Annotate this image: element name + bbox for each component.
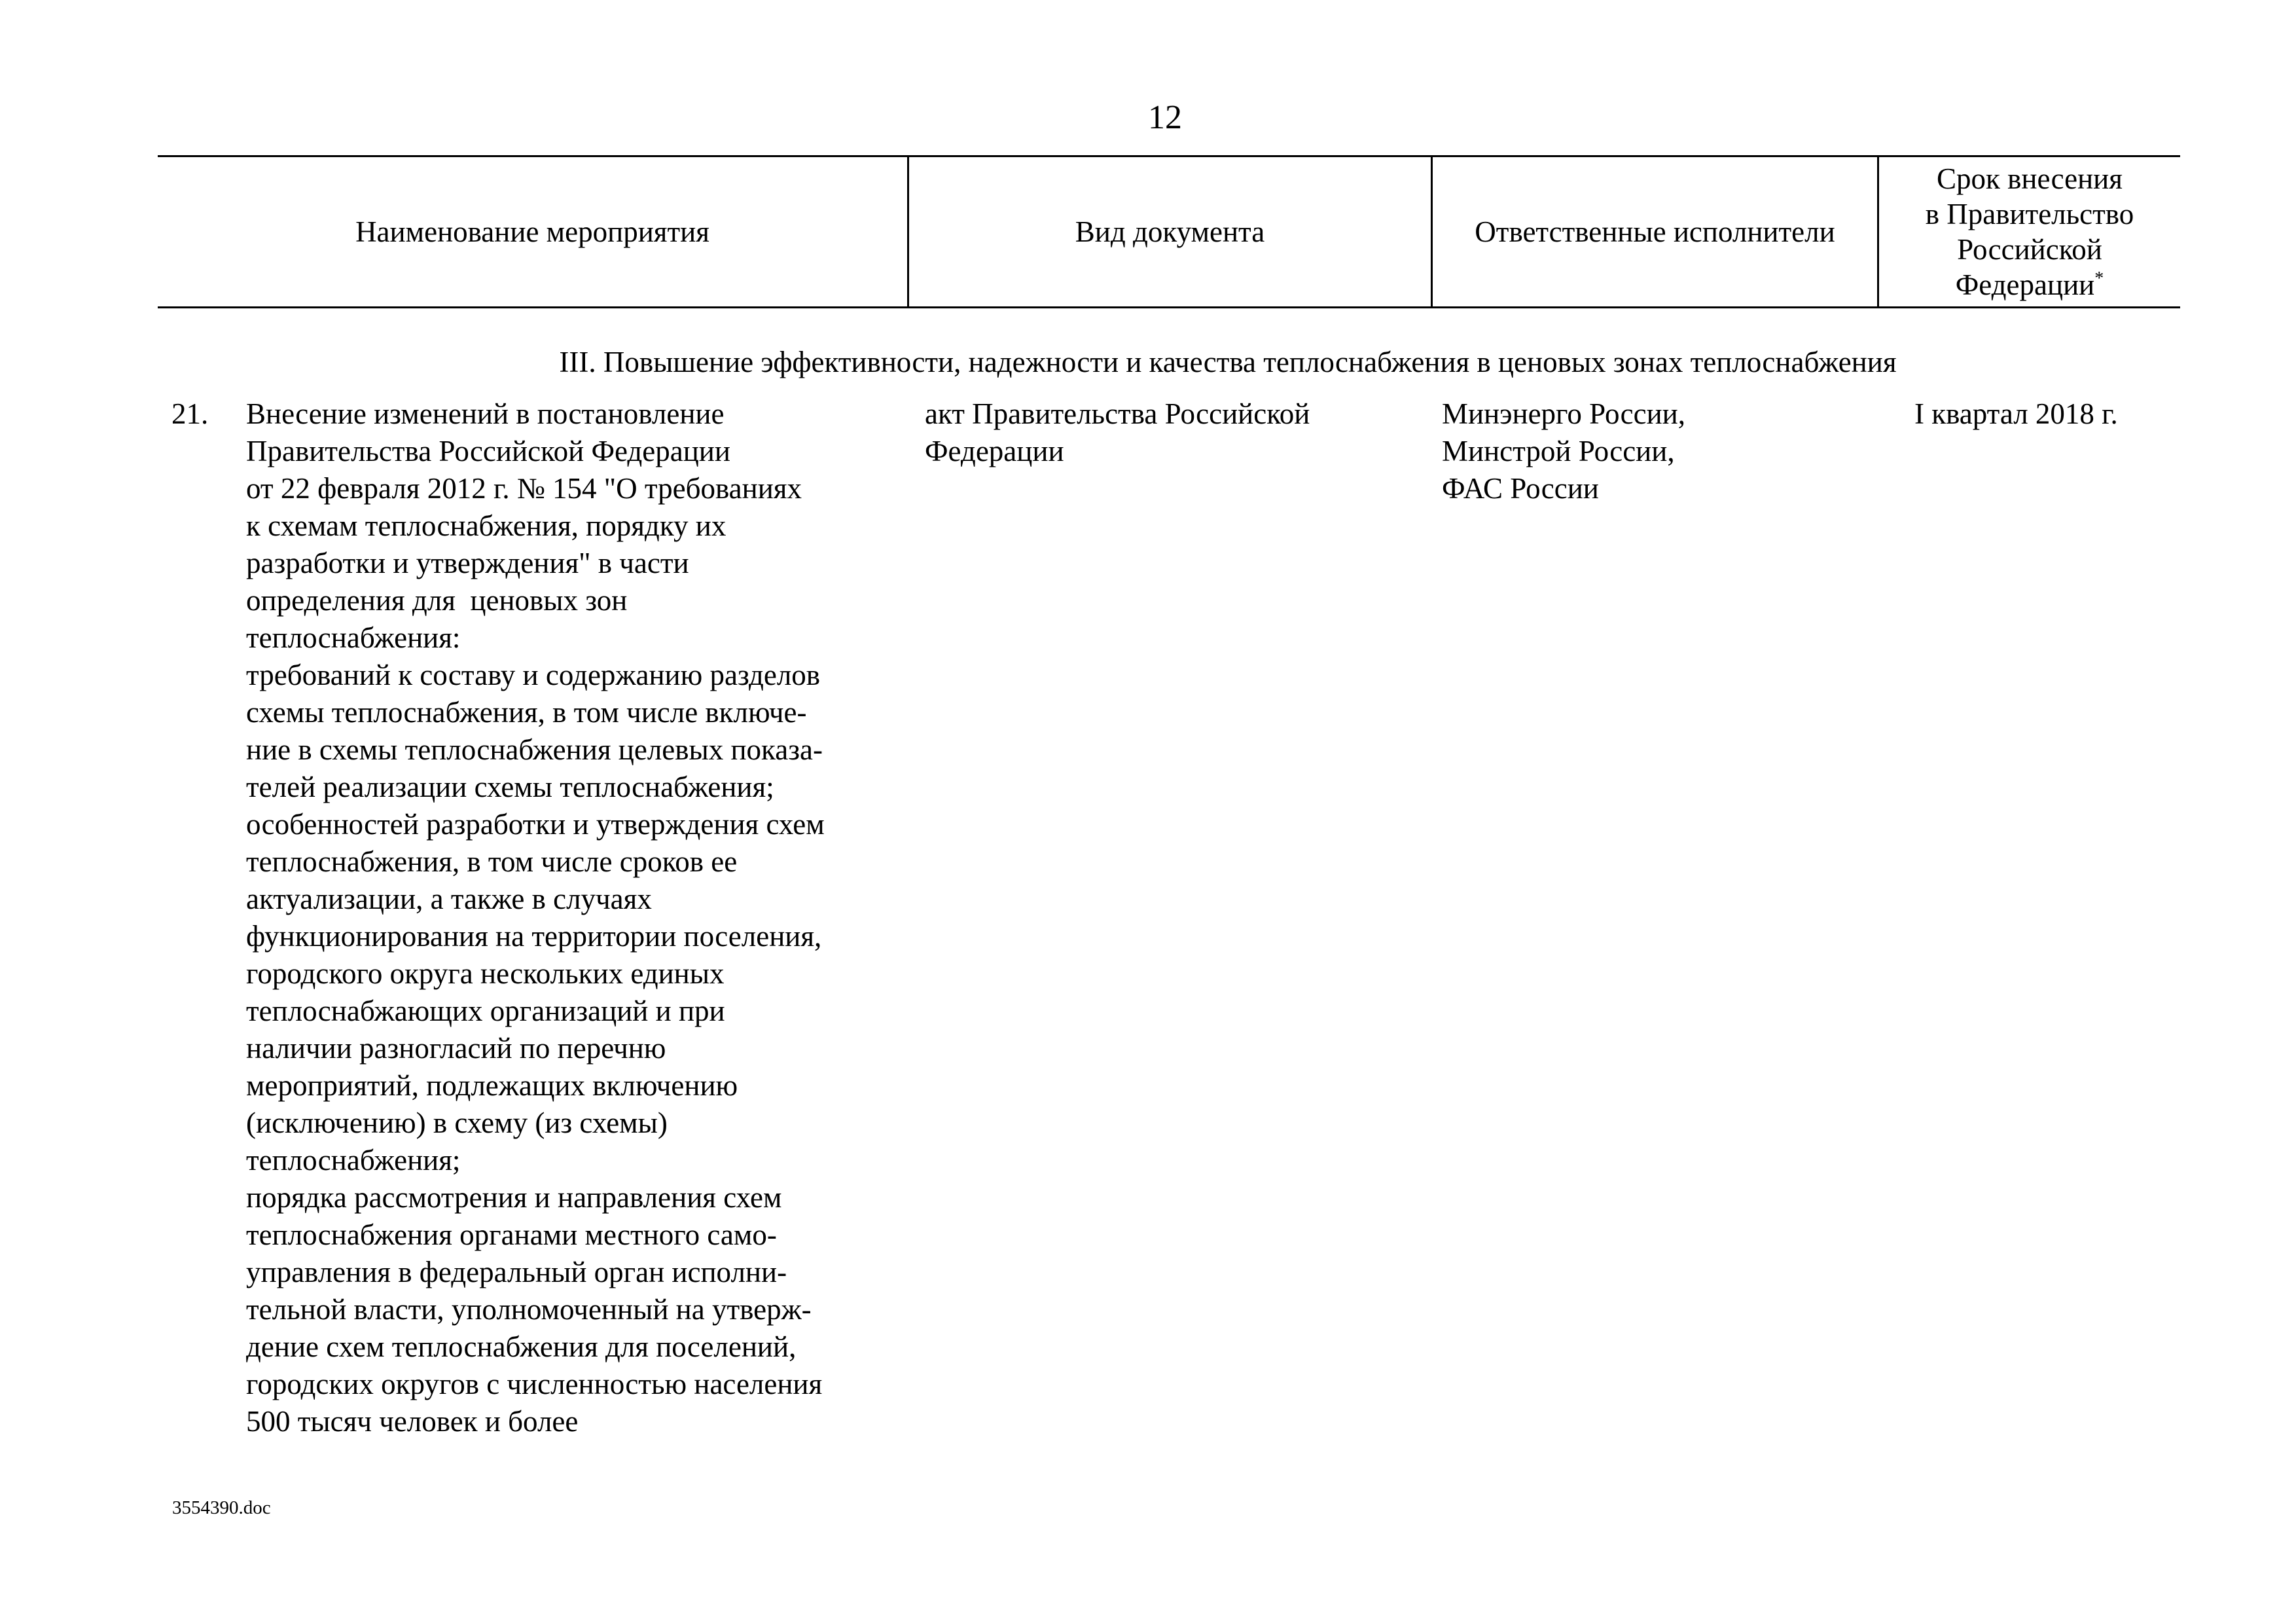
name-line: актуализации, а также в случаях: [246, 883, 652, 915]
name-line: тельной власти, уполномоченный на утверж-: [246, 1293, 812, 1326]
name-line: мероприятий, подлежащих включению: [246, 1069, 738, 1102]
page-number: 12: [1148, 99, 1182, 136]
name-line: дение схем теплоснабжения для поселений,: [246, 1330, 797, 1363]
document-line: Федерации: [925, 435, 1064, 467]
header-responsible: Ответственные исполнители: [1431, 157, 1877, 306]
header-deadline-line: в Правительство: [1925, 198, 2134, 230]
executor-line: ФАС России: [1442, 472, 1599, 505]
name-line: разработки и утверждения" в части: [246, 547, 689, 579]
name-line: городских округов с численностью населения: [246, 1368, 823, 1400]
executor-line: Минстрой России,: [1442, 435, 1675, 467]
name-line: схемы теплоснабжения, в том числе включе-: [246, 696, 807, 729]
name-line: городского округа нескольких единых: [246, 957, 725, 990]
name-line: Внесение изменений в постановление: [246, 397, 725, 430]
name-line: 500 тысяч человек и более: [246, 1405, 579, 1438]
row-event-name: [246, 395, 901, 1440]
name-line: управления в федеральный орган исполни-: [246, 1256, 787, 1288]
section-title: III. Повышение эффективности, надежности и качества теплоснабжения в ценовых зонах теплоснабжения: [559, 346, 1897, 378]
document-code: 3554390.doc: [172, 1497, 271, 1518]
row-number: 21.: [171, 397, 209, 430]
name-line: к схемам теплоснабжения, порядку их: [246, 509, 726, 542]
header-event-name: Наименование мероприятия: [355, 215, 709, 248]
name-line: теплоснабжения;: [246, 1144, 461, 1176]
name-line: функционирования на территории поселения,: [246, 920, 822, 953]
name-line: телей реализации схемы теплоснабжения;: [246, 771, 774, 803]
name-line: от 22 февраля 2012 г. № 154 "О требованиях: [246, 472, 802, 505]
header-deadline-line: Российской: [1957, 233, 2102, 266]
header-deadline-line: [1926, 267, 2134, 302]
document-line: акт Правительства Российской: [925, 397, 1310, 430]
row-responsible: [1442, 395, 1848, 507]
name-line: теплоснабжения, в том числе сроков ее: [246, 845, 738, 878]
table-header: [158, 155, 2180, 308]
header-deadline-line: Срок внесения: [1937, 162, 2123, 195]
name-line: ние в схемы теплоснабжения целевых показа-: [246, 733, 823, 766]
row-deadline: I квартал 2018 г.: [1914, 397, 2118, 430]
name-line: Правительства Российской Федерации: [246, 435, 730, 467]
header-document-type: Вид документа: [907, 157, 1431, 306]
row-document-type: [925, 395, 1396, 470]
name-line: теплоснабжения:: [246, 621, 461, 654]
name-line: (исключению) в схему (из схемы): [246, 1106, 668, 1139]
name-line: теплоснабжающих организаций и при: [246, 994, 725, 1027]
name-line: наличии разногласий по перечню: [246, 1032, 666, 1065]
name-line: порядка рассмотрения и направления схем: [246, 1181, 782, 1214]
name-line: особенностей разработки и утверждения схем: [246, 808, 825, 841]
header-deadline-line-text: Федерации: [1955, 268, 2095, 301]
name-line: теплоснабжения органами местного само-: [246, 1218, 777, 1251]
name-line: требований к составу и содержанию разделов: [246, 659, 821, 691]
executor-line: Минэнерго России,: [1442, 397, 1686, 430]
name-line: определения для ценовых зон: [246, 584, 628, 617]
footnote-mark: *: [2094, 268, 2104, 289]
header-deadline: [1877, 157, 2180, 306]
